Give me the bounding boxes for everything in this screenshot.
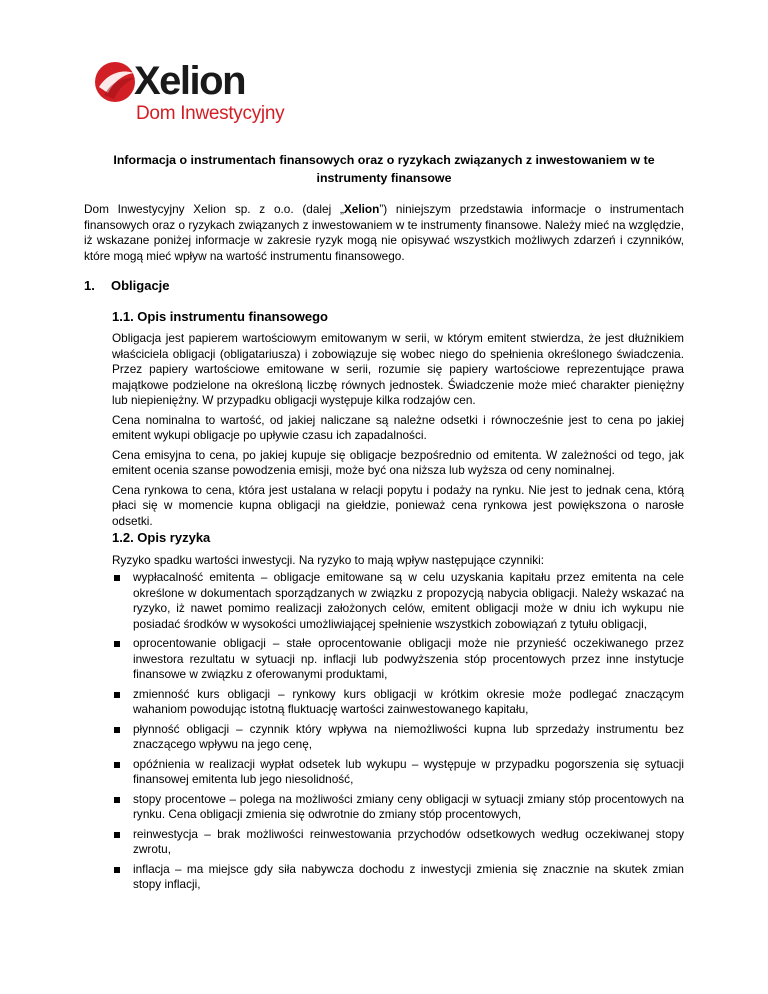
document-title: Informacja o instrumentach finansowych oraz o ryzykach związanych z inwestowaniem w te instrumenty finansowe <box>113 153 655 185</box>
xelion-logo <box>94 57 294 129</box>
bullet-square-icon <box>114 575 120 581</box>
bullet-square-icon <box>114 692 120 698</box>
list-item-text: inflacja – ma miejsce gdy siła nabywcza dochodu z inwestycji zmienia się znacznie na skutek zmian stopy inflacji, <box>133 861 684 891</box>
list-item <box>112 827 684 858</box>
intro-paragraph <box>84 202 684 264</box>
bullet-square-icon <box>114 727 120 733</box>
list-item-text: opóźnienia w realizacji wypłat odsetek lub wykupu – występuje w przypadku pogorszenia się sytuacji finansowej emitenta lub jego niesolidność, <box>133 756 684 786</box>
section-1-heading <box>84 277 170 295</box>
list-item <box>112 757 684 788</box>
list-item-text: oprocentowanie obligacji – stałe oprocentowanie obligacji może nie przynieść oczekiwanego przez inwestora rezultatu w sytuacji np. inflacji lub podwyższenia stóp procentowych przez inne instytucje finansowe w związku z oferowanymi produktami, <box>133 636 684 681</box>
section-1-1-heading: 1.1. Opis instrumentu finansowego <box>112 309 328 324</box>
paragraph: Cena emisyjna to cena, po jakiej kupuje się obligacje bezpośrednio od emitenta. W zależności od tego, jak emitent ocenia szanse powodzenia emisji, może być ona niższa lub wyższa od ceny nominalnej. <box>112 447 684 477</box>
xelion-logo-mark-icon <box>94 61 136 103</box>
list-item-text: płynność obligacji – czynnik który wpływa na niemożliwości kupna lub sprzedaży instrumentu bez znaczącego wpływu na jego cenę, <box>133 721 684 751</box>
section-1-2-heading: 1.2. Opis ryzyka <box>112 530 211 545</box>
list-item-text: zmienność kurs obligacji – rynkowy kurs obligacji w krótkim okresie może podlegać znaczącym wahaniom powodując istotną fluktuację wartości zainwestowanego kapitału, <box>133 686 684 716</box>
logo-brand-text: Xelion <box>134 59 246 103</box>
bullet-square-icon <box>114 832 120 838</box>
bullet-square-icon <box>114 762 120 768</box>
bullet-square-icon <box>114 641 120 647</box>
list-item-text: stopy procentowe – polega na możliwości zmiany ceny obligacji w sytuacji zmiany stóp procentowych na rynku. Cena obligacji zmienia się odwrotnie do zmiany stóp procentowych, <box>133 791 684 821</box>
intro-text-after: ”) niniejszym przedstawia informacje o instrumentach finansowych oraz o ryzykach związanych z inwestowaniem w te instrumenty finansowe. Należy mieć na względzie, iż wskazane poniżej informacje w zakresie ryzyk mogą nie opisywać wszystkich możliwych zdarzeń i czynników, które mogą mieć wpływ na wartość instrumentu finansowego. <box>84 202 684 263</box>
list-item-text: reinwestycja – brak możliwości reinwestowania przychodów odsetkowych według oczekiwanej stopy zwrotu, <box>133 826 684 856</box>
list-item <box>112 687 684 718</box>
list-item <box>112 636 684 683</box>
list-item <box>112 792 684 823</box>
intro-bold-name: Xelion <box>343 202 380 216</box>
bullet-square-icon <box>114 797 120 803</box>
paragraph: Cena rynkowa to cena, która jest ustalana w relacji popytu i podaży na rynku. Nie jest to jednak cena, którą płaci się w momencie kupna obligacji na giełdzie, ponieważ cena rynkowa jest powiększona o narosłe odsetki. <box>112 482 684 528</box>
risk-factor-list <box>112 570 684 897</box>
bullet-square-icon <box>114 867 120 873</box>
paragraph: Obligacja jest papierem wartościowym emitowanym w serii, w którym emitent stwierdza, że jest dłużnikiem właściciela obligacji (obligatariusza) i zobowiązuje się wobec niego do spełnienia określonego świadczenia. Przez papiery wartościowe emitowane w serii, rozumie się papiery wartościowe reprezentujące prawa majątkowe podzielone na określoną liczbę równych jednostek. Świadczenie może mieć charakter pieniężny lub niepieniężny. W przypadku obligacji występuje kilka rodzajów cen. <box>112 331 684 407</box>
list-item <box>112 570 684 632</box>
intro-text-before: Dom Inwestycyjny Xelion sp. z o.o. (dalej „ <box>84 202 344 216</box>
section-1-title: Obligacje <box>111 278 170 293</box>
section-1-1-body <box>112 331 684 533</box>
list-item <box>112 722 684 753</box>
paragraph: Cena nominalna to wartość, od jakiej naliczane są należne odsetki i równocześnie jest to cena po jakiej emitent wykupi obligacje po upływie czasu ich zapadalności. <box>112 412 684 442</box>
logo-subtitle: Dom Inwestycyjny <box>136 103 285 124</box>
list-item <box>112 862 684 893</box>
list-item-text: wypłacalność emitenta – obligacje emitowane są w celu uzyskania kapitału przez emitenta na cele określone w dokumentach sporządzanych w związku z propozycją nabycia obligacji. Należy wskazać na ryzyko, iż nawet pomimo realizacji założonych celów, emitent obligacji może w dniu ich wykupu nie posiadać środków w wysokości umożliwiającej spełnienie wszystkich zobowiązań z tytułu obligacji, <box>133 570 684 631</box>
section-1-2-lead: Ryzyko spadku wartości inwestycji. Na ryzyko to mają wpływ następujące czynniki: <box>112 553 545 567</box>
section-1-number: 1. <box>84 278 95 293</box>
